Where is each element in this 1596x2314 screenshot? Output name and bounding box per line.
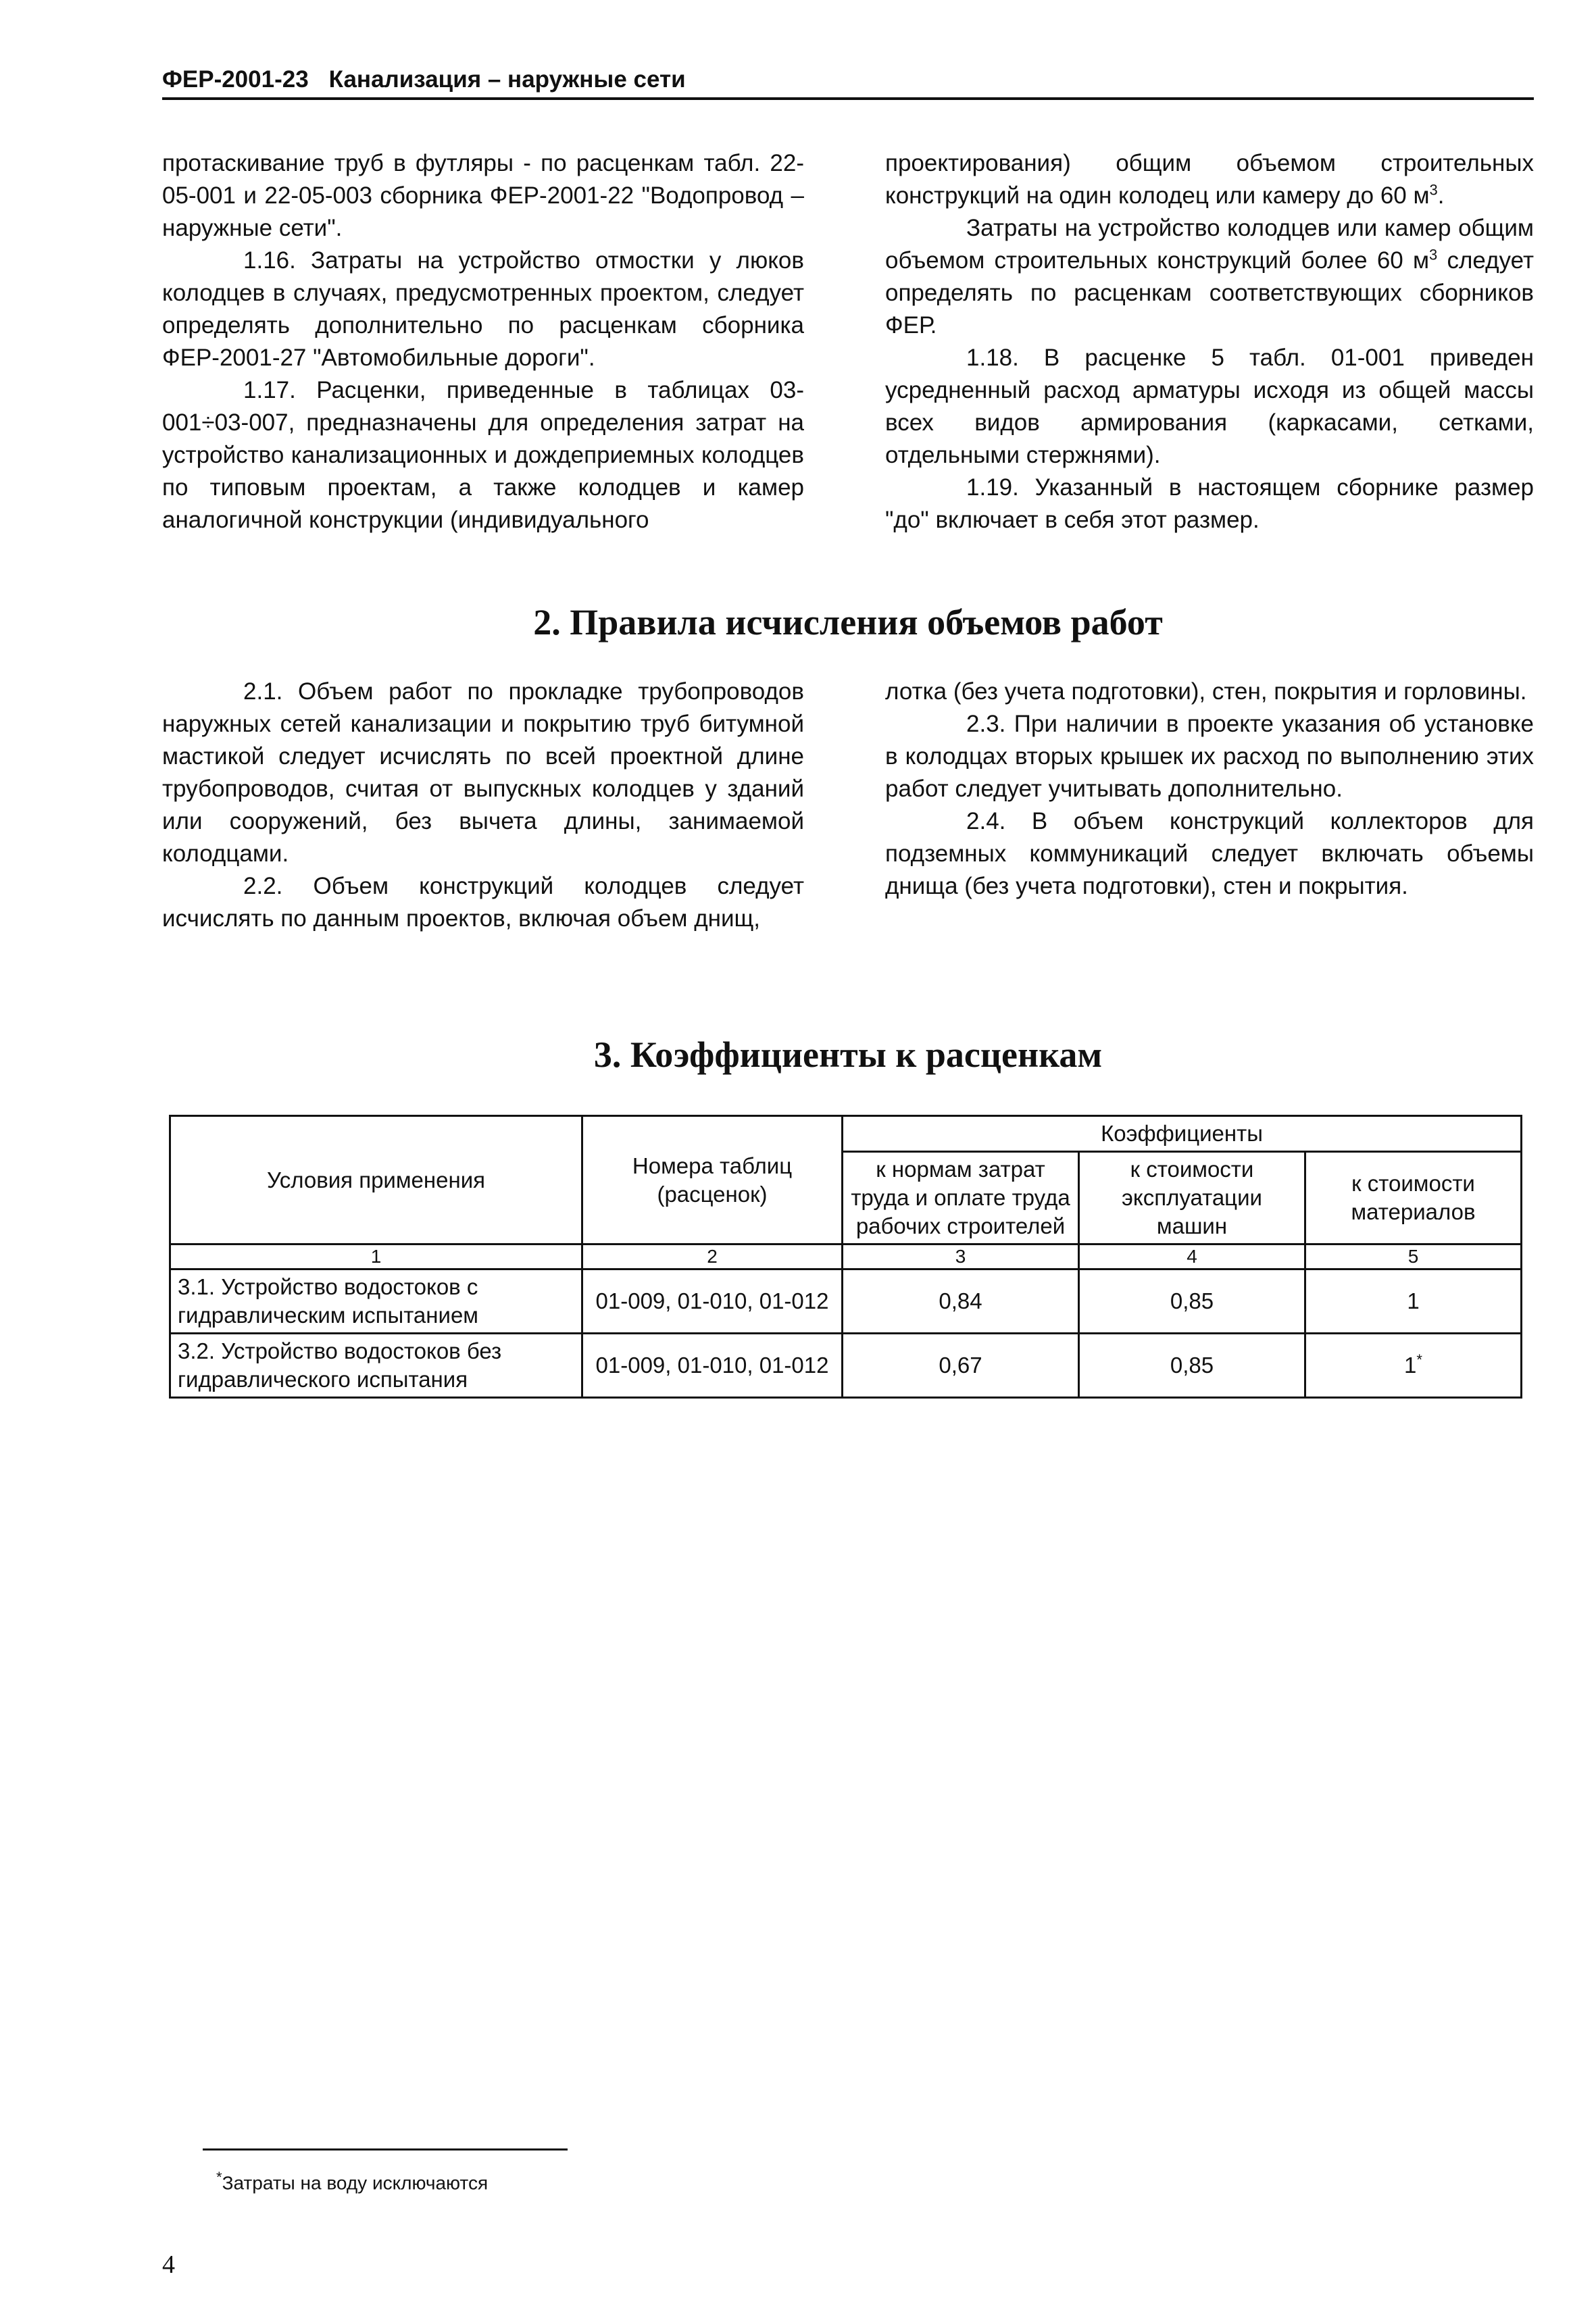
paragraph: 1.18. В расценке 5 табл. 01-001 приведен усредненный расход арматуры исходя из общей массы всех видов армирования (каркасами, сетками, отдельными стержнями).: [885, 345, 1534, 468]
document-title: Канализация – наружные сети: [328, 66, 686, 93]
row-materials: 1*: [1305, 1334, 1522, 1398]
row-machines: 0,85: [1079, 1269, 1305, 1334]
column-number: 3: [843, 1244, 1079, 1269]
paragraph: лотка (без учета подготовки), стен, покрытия и горловины.: [885, 678, 1527, 705]
footnote-reference: *: [1416, 1351, 1422, 1368]
document-code: ФЕР-2001-23: [162, 66, 309, 93]
section-3-title: 3. Коэффициенты к расценкам: [593, 1034, 1103, 1075]
column-number: 2: [582, 1244, 843, 1269]
page-number: 4: [162, 2250, 175, 2279]
paragraph: 2.3. При наличии в проекте указания об установке в колодцах вторых крышек их расход по выполнению этих работ следует учитывать дополнительно.: [885, 711, 1534, 802]
header-conditions: Условия применения: [170, 1116, 582, 1244]
footnote-divider: [203, 2148, 568, 2150]
coefficients-table: [169, 1115, 1522, 1399]
page-header: [162, 66, 1534, 100]
footnote-mark: *: [216, 2169, 222, 2186]
paragraph: Затраты на устройство колодцев или камер общим объемом строительных конструкций более 60 $м^3$ следует определять по расценкам соответствующих сборников ФЕР.: [885, 215, 1534, 338]
paragraph: 2.4. В объем конструкций коллекторов для подземных коммуникаций следует включать объемы днища (без учета подготовки), стен и покрытия.: [885, 808, 1534, 899]
paragraph: 2.1. Объем работ по прокладке трубопроводов наружных сетей канализации и покрытию труб битумной мастикой следует исчислять по всей проектной длине трубопроводов, считая от выпускных колодцев у зданий или сооружений, без вычета длины, занимаемой колодцами.: [162, 678, 804, 867]
paragraph: протаскивание труб в футляры - по расценкам табл. 22-05-001 и 22-05-003 сборника ФЕР-2001-22 "Водопровод – наружные сети".: [162, 150, 804, 241]
header-materials: к стоимости материалов: [1305, 1152, 1522, 1244]
section-2-title: 2. Правила исчисления объемов работ: [533, 602, 1163, 643]
row-labor: 0,67: [843, 1334, 1079, 1398]
paragraph: 2.2. Объем конструкций колодцев следует исчислять по данным проектов, включая объем днищ,: [162, 873, 804, 932]
table-row: [170, 1269, 1522, 1334]
footnote-text: Затраты на воду исключаются: [222, 2172, 489, 2194]
paragraph: 1.19. Указанный в настоящем сборнике размер "до" включает в себя этот размер.: [885, 474, 1534, 533]
column-number: 5: [1305, 1244, 1522, 1269]
row-tables: 01-009, 01-010, 01-012: [582, 1269, 843, 1334]
paragraph: проектирования) общим объемом строительных конструкций на один колодец или камеру до 60 $м^3$.: [885, 150, 1534, 209]
row-materials: 1: [1305, 1269, 1522, 1334]
section-2-left-column: [162, 676, 804, 935]
row-condition: 3.2. Устройство водостоков без гидравлического испытания: [170, 1334, 582, 1398]
column-numbers-row: [170, 1244, 1522, 1269]
table-header-row: [170, 1116, 1522, 1152]
column-number: 4: [1079, 1244, 1305, 1269]
row-labor: 0,84: [843, 1269, 1079, 1334]
intro-right-column: [885, 147, 1534, 536]
paragraph: 1.17. Расценки, приведенные в таблицах 03-001÷03-007, предназначены для определения затрат на устройство канализационных и дождеприемных колодцев по типовым проектам, а также колодцев и камер аналогичной конструкции (индивидуального: [162, 377, 804, 533]
header-coefficients: Коэффициенты: [843, 1116, 1522, 1152]
row-machines: 0,85: [1079, 1334, 1305, 1398]
column-number: 1: [170, 1244, 582, 1269]
row-tables: 01-009, 01-010, 01-012: [582, 1334, 843, 1398]
footnote: [216, 2169, 488, 2194]
section-2-right-column: [885, 676, 1534, 903]
paragraph: 1.16. Затраты на устройство отмостки у люков колодцев в случаях, предусмотренных проектом, следует определять дополнительно по расценкам сборника ФЕР-2001-27 "Автомобильные дороги".: [162, 247, 804, 371]
header-tables: Номера таблиц (расценок): [582, 1116, 843, 1244]
intro-left-column: [162, 147, 804, 536]
header-labor: к нормам затрат труда и оплате труда рабочих строителей: [843, 1152, 1079, 1244]
header-machines: к стоимости эксплуатации машин: [1079, 1152, 1305, 1244]
table-row: [170, 1334, 1522, 1398]
row-condition: 3.1. Устройство водостоков с гидравлическим испытанием: [170, 1269, 582, 1334]
